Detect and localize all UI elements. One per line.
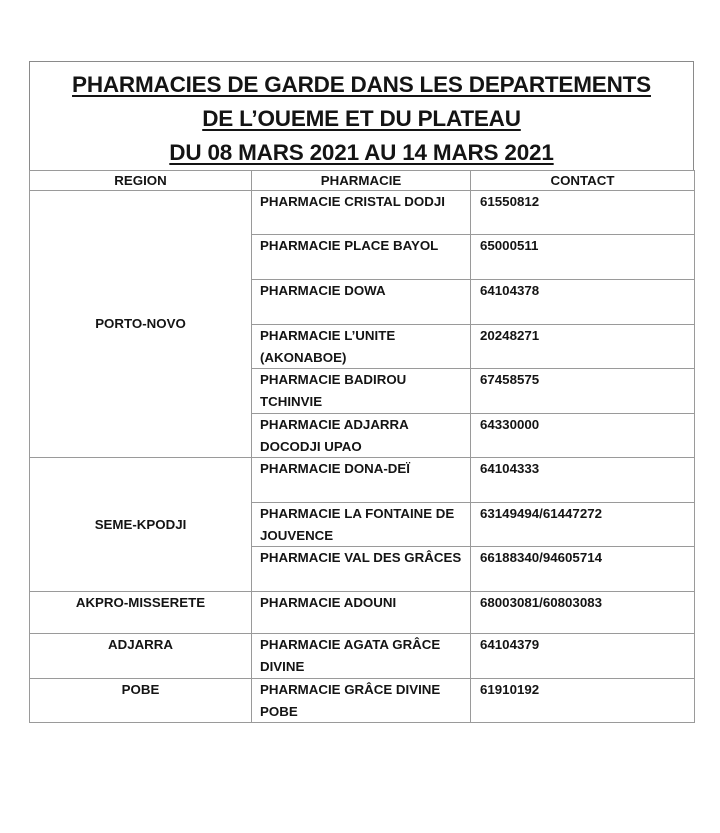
pharmacy-cell: PHARMACIE BADIROU TCHINVIE [252,369,471,414]
region-cell: SEME-KPODJI [30,458,252,592]
pharmacy-cell: PHARMACIE AGATA GRÂCE DIVINE [252,634,471,679]
pharmacy-cell: PHARMACIE DOWA [252,280,471,325]
pharmacy-cell: PHARMACIE CRISTAL DODJI [252,191,471,235]
table-header-row [30,171,695,191]
pharmacy-cell: PHARMACIE VAL DES GRÂCES [252,547,471,592]
contact-cell: 64330000 [471,414,695,458]
contact-cell: 63149494/61447272 [471,503,695,547]
table-row [30,634,695,679]
contact-cell: 61550812 [471,191,695,235]
pharmacy-cell: PHARMACIE PLACE BAYOL [252,235,471,280]
title-line-1: PHARMACIES DE GARDE DANS LES DEPARTEMENTS [72,72,651,97]
pharmacy-cell: PHARMACIE DONA-DEÏ [252,458,471,503]
document-sheet [29,61,694,723]
contact-cell: 64104333 [471,458,695,503]
title-line-2: DE L’OUEME ET DU PLATEAU [202,106,521,131]
title-box [29,61,694,171]
contact-cell: 20248271 [471,325,695,369]
title-line-3: DU 08 MARS 2021 AU 14 MARS 2021 [169,140,554,165]
table-row [30,679,695,723]
table-row [30,592,695,634]
pharmacy-table [29,170,695,723]
header-pharmacie: PHARMACIE [252,171,471,191]
table-row [30,191,695,235]
contact-cell: 67458575 [471,369,695,414]
contact-cell: 66188340/94605714 [471,547,695,592]
contact-cell: 64104378 [471,280,695,325]
contact-cell: 65000511 [471,235,695,280]
contact-cell: 64104379 [471,634,695,679]
pharmacy-cell: PHARMACIE GRÂCE DIVINE POBE [252,679,471,723]
header-contact: CONTACT [471,171,695,191]
contact-cell: 68003081/60803083 [471,592,695,634]
region-cell: ADJARRA [30,634,252,679]
region-cell: AKPRO-MISSERETE [30,592,252,634]
pharmacy-cell: PHARMACIE LA FONTAINE DE JOUVENCE [252,503,471,547]
region-cell: PORTO-NOVO [30,191,252,458]
table-row [30,458,695,503]
pharmacy-cell: PHARMACIE L’UNITE (AKONABOE) [252,325,471,369]
contact-cell: 61910192 [471,679,695,723]
header-region: REGION [30,171,252,191]
pharmacy-cell: PHARMACIE ADOUNI [252,592,471,634]
pharmacy-cell: PHARMACIE ADJARRA DOCODJI UPAO [252,414,471,458]
region-cell: POBE [30,679,252,723]
